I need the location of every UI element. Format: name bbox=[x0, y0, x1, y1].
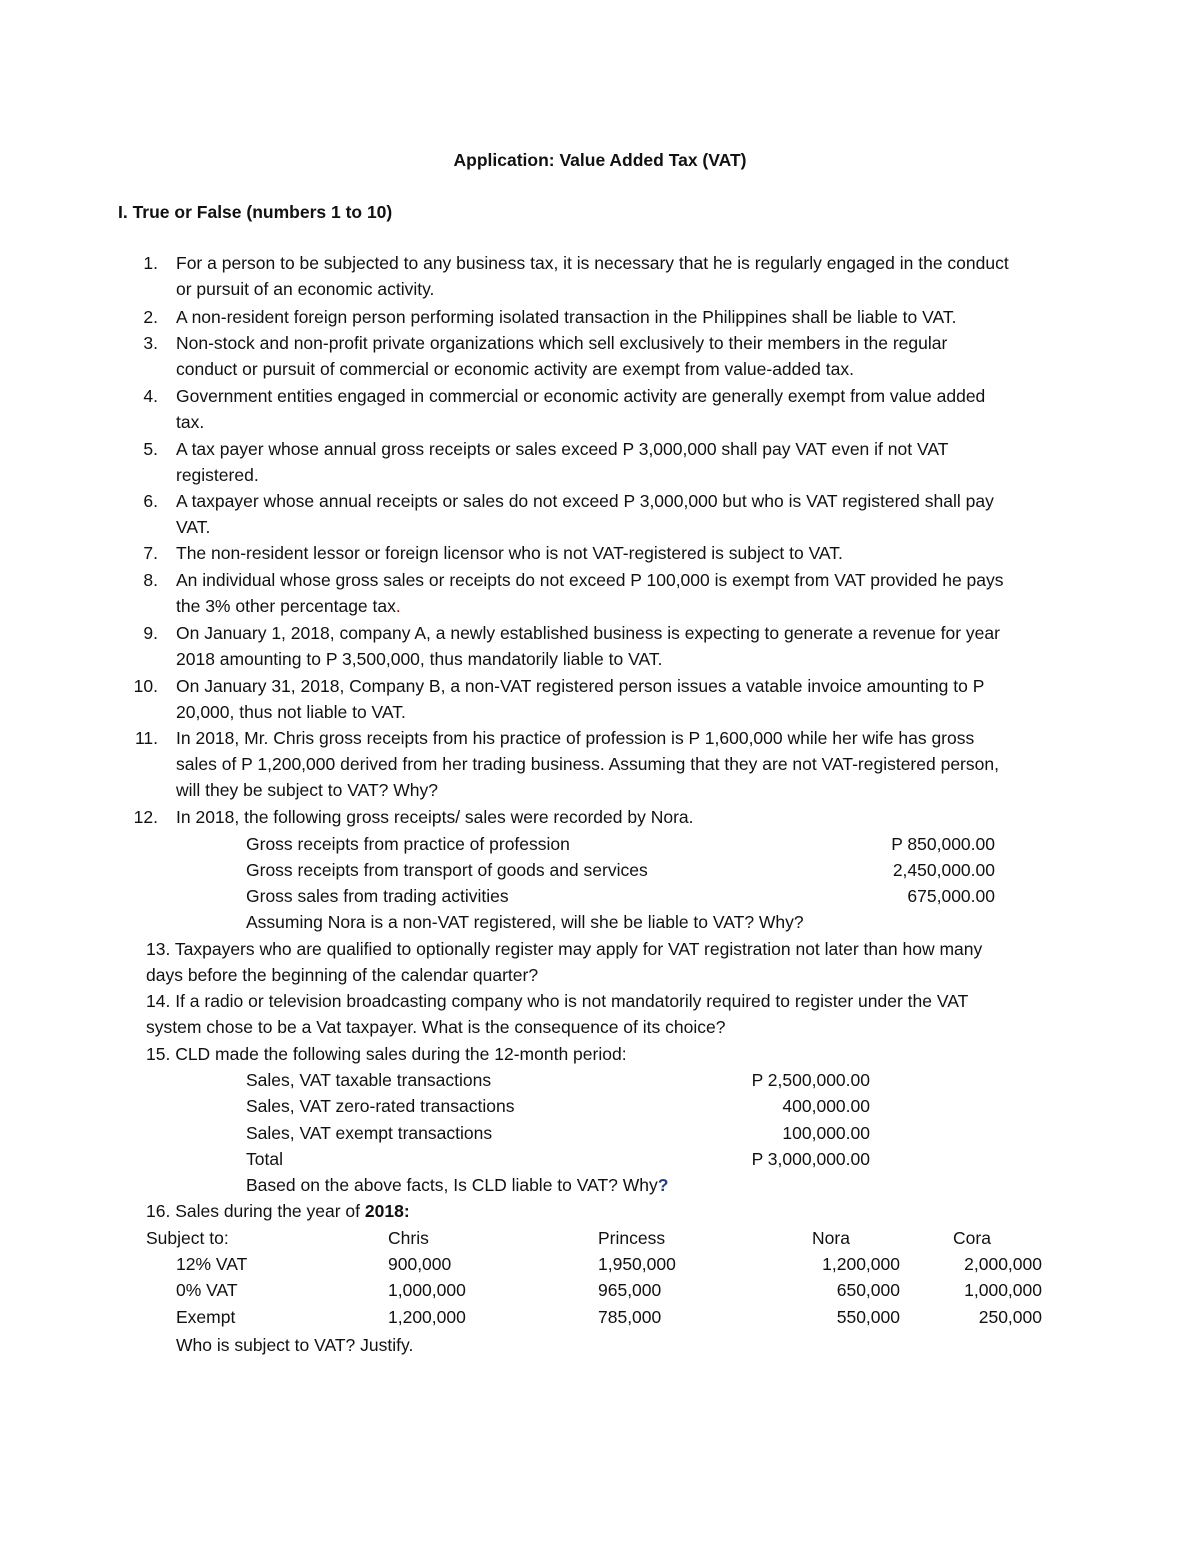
question-line: The non-resident lessor or foreign licensor who is not VAT-registered is subject to VAT. bbox=[176, 543, 843, 563]
q16-cell: 1,000,000 bbox=[964, 1280, 1042, 1300]
question-number: 3. bbox=[143, 333, 158, 353]
question-line: tax. bbox=[176, 412, 205, 432]
question-line: 20,000, thus not liable to VAT. bbox=[176, 702, 406, 722]
q12-row-label: Gross sales from trading activities bbox=[246, 886, 509, 906]
question-line: On January 31, 2018, Company B, a non-VAT registered person issues a vatable invoice amounting to P bbox=[176, 676, 985, 696]
question-line: VAT. bbox=[176, 517, 211, 537]
question-line: will they be subject to VAT? Why? bbox=[176, 780, 438, 800]
question-line: sales of P 1,200,000 derived from her trading business. Assuming that they are not VAT-registered person, bbox=[176, 754, 999, 774]
q15-row-label: Total bbox=[246, 1149, 283, 1169]
q12-row-value: P 850,000.00 bbox=[891, 834, 995, 854]
q15-row-value: 400,000.00 bbox=[782, 1096, 870, 1116]
q15-row-value: 100,000.00 bbox=[782, 1123, 870, 1143]
q16-cell: 785,000 bbox=[598, 1307, 662, 1327]
q16-row-label: Exempt bbox=[176, 1307, 236, 1327]
question-line: Non-stock and non-profit private organizations which sell exclusively to their members in the regular bbox=[176, 333, 948, 353]
question-line: conduct or pursuit of commercial or economic activity are exempt from value-added tax. bbox=[176, 359, 854, 379]
q15-intro: 15. CLD made the following sales during the 12-month period: bbox=[146, 1044, 627, 1064]
q15-question-mark: ? bbox=[657, 1175, 669, 1195]
q12-row-label: Gross receipts from transport of goods and services bbox=[246, 860, 648, 880]
question-number: 5. bbox=[143, 439, 158, 459]
question-number: 4. bbox=[143, 386, 158, 406]
q16-row-label: 12% VAT bbox=[176, 1254, 248, 1274]
q16-cell: 250,000 bbox=[978, 1307, 1042, 1327]
q16-header-cell: Princess bbox=[598, 1228, 666, 1248]
q14-line: 14. If a radio or television broadcasting company who is not mandatorily required to register under the VAT bbox=[146, 991, 969, 1011]
q16-question: Who is subject to VAT? Justify. bbox=[176, 1335, 414, 1355]
question-number: 1. bbox=[143, 253, 158, 273]
q16-header-cell: Nora bbox=[812, 1228, 850, 1248]
section-heading: I. True or False (numbers 1 to 10) bbox=[118, 202, 393, 222]
q12-question: Assuming Nora is a non-VAT registered, will she be liable to VAT? Why? bbox=[246, 912, 804, 932]
q13-line: 13. Taxpayers who are qualified to optionally register may apply for VAT registration not later than how many bbox=[146, 939, 983, 959]
question-number: 6. bbox=[143, 491, 158, 511]
question-line: An individual whose gross sales or receipts do not exceed P 100,000 is exempt from VAT provided he pays bbox=[176, 570, 1004, 590]
q13-line: days before the beginning of the calendar quarter? bbox=[146, 965, 539, 985]
q16-cell: 1,200,000 bbox=[388, 1307, 466, 1327]
q16-cell: 1,200,000 bbox=[822, 1254, 900, 1274]
question-line: Government entities engaged in commercial or economic activity are generally exempt from value added bbox=[176, 386, 986, 406]
q16-header-cell: Subject to: bbox=[146, 1228, 229, 1248]
q12-row-value: 2,450,000.00 bbox=[892, 860, 995, 880]
q16-cell: 650,000 bbox=[836, 1280, 900, 1300]
question-line: A non-resident foreign person performing isolated transaction in the Philippines shall be liable to VAT. bbox=[176, 307, 957, 327]
q15-row-value: P 2,500,000.00 bbox=[751, 1070, 870, 1090]
q16-cell: 1,950,000 bbox=[598, 1254, 676, 1274]
question-line: In 2018, Mr. Chris gross receipts from his practice of profession is P 1,600,000 while her wife has gross bbox=[176, 728, 975, 748]
question-line: For a person to be subjected to any business tax, it is necessary that he is regularly engaged in the conduct bbox=[176, 253, 1009, 273]
q12-row-value: 675,000.00 bbox=[907, 886, 995, 906]
q16-intro: 16. Sales during the year of 2018: bbox=[146, 1201, 410, 1221]
question-line: the 3% other percentage tax. bbox=[176, 596, 401, 616]
q16-cell: 550,000 bbox=[836, 1307, 900, 1327]
q15-row-value: P 3,000,000.00 bbox=[751, 1149, 870, 1169]
q16-cell: 2,000,000 bbox=[964, 1254, 1042, 1274]
question-number: 10. bbox=[133, 676, 158, 696]
q16-row-label: 0% VAT bbox=[176, 1280, 238, 1300]
question-number: 11. bbox=[134, 728, 158, 748]
question-line: On January 1, 2018, company A, a newly established business is expecting to generate a revenue for year bbox=[176, 623, 1000, 643]
question-line: In 2018, the following gross receipts/ sales were recorded by Nora. bbox=[176, 807, 694, 827]
question-number: 7. bbox=[143, 543, 158, 563]
question-line: A tax payer whose annual gross receipts or sales exceed P 3,000,000 shall pay VAT even if not VAT bbox=[176, 439, 949, 459]
question-number: 9. bbox=[143, 623, 158, 643]
q15-question: Based on the above facts, Is CLD liable to VAT? Why? bbox=[246, 1175, 669, 1195]
question-line: 2018 amounting to P 3,500,000, thus mandatorily liable to VAT. bbox=[176, 649, 663, 669]
q16-cell: 900,000 bbox=[388, 1254, 452, 1274]
question-number: 8. bbox=[143, 570, 158, 590]
q16-header-cell: Cora bbox=[953, 1228, 991, 1248]
q16-header-cell: Chris bbox=[388, 1228, 429, 1248]
q16-year: 2018 bbox=[364, 1201, 404, 1221]
q15-row-label: Sales, VAT exempt transactions bbox=[246, 1123, 493, 1143]
q15-row-label: Sales, VAT taxable transactions bbox=[246, 1070, 492, 1090]
q16-cell: 1,000,000 bbox=[388, 1280, 466, 1300]
document-title: Application: Value Added Tax (VAT) bbox=[453, 150, 747, 170]
q16-cell: 965,000 bbox=[598, 1280, 662, 1300]
red-period: . bbox=[395, 596, 401, 616]
question-line: registered. bbox=[176, 465, 259, 485]
q14-line: system chose to be a Vat taxpayer. What is the consequence of its choice? bbox=[146, 1017, 726, 1037]
question-line: A taxpayer whose annual receipts or sales do not exceed P 3,000,000 but who is VAT registered shall pay bbox=[176, 491, 994, 511]
question-number: 2. bbox=[143, 307, 158, 327]
q15-row-label: Sales, VAT zero-rated transactions bbox=[246, 1096, 515, 1116]
q12-row-label: Gross receipts from practice of profession bbox=[246, 834, 570, 854]
question-line: or pursuit of an economic activity. bbox=[176, 279, 435, 299]
question-number: 12. bbox=[133, 807, 158, 827]
